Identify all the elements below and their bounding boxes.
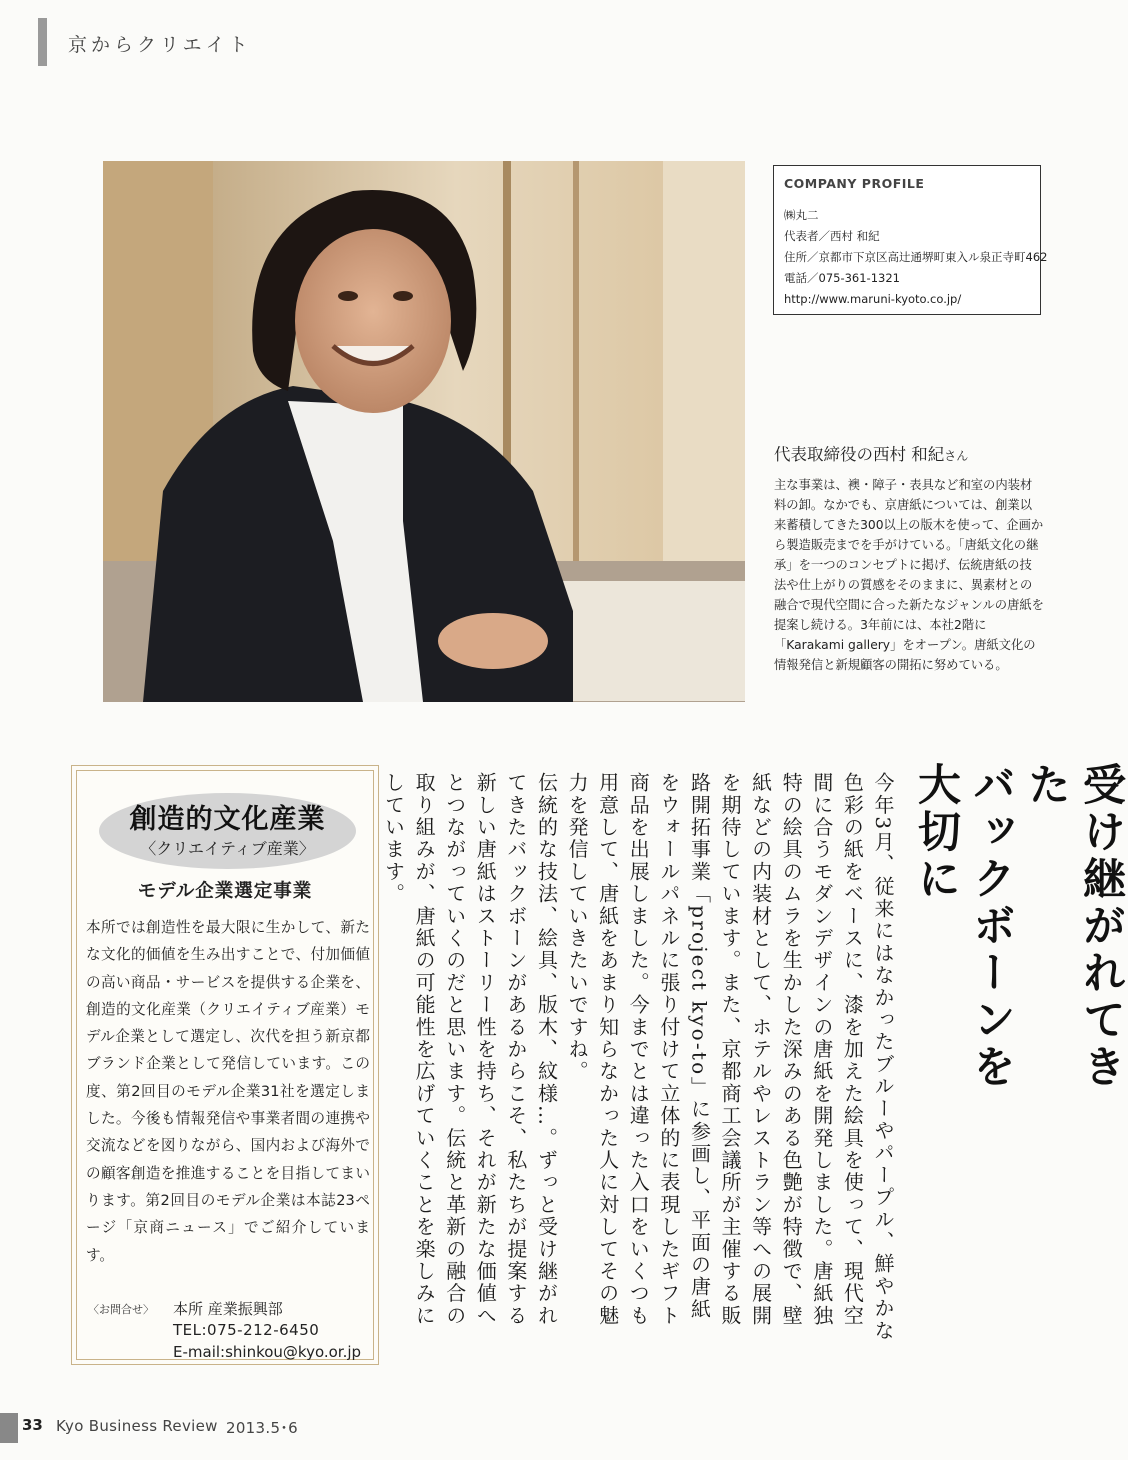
contact-phone: TEL:075-212-6450 <box>173 1321 320 1339</box>
footer-marker-bar <box>0 1413 18 1443</box>
sidebar-heading: モデル企業選定事業 <box>137 881 313 902</box>
profile-phone: 電話／075-361-1321 <box>784 271 900 285</box>
article-paragraph-1: 今年3月、従来にはなかったブルーやパープル、鮮やかな色彩の紙をベースに、漆を加えた絵具を使って、現代空間に合うモダンデザインの唐紙を開発しました。唐紙独特の絵具のムラを生かした深みのある色艶が特徴で、壁紙などの内装材として、ホテルやレストラン等への展開を期待しています。また、京都商工会議所が主催する販路開拓事業「project kyo-to」に参画し、平面の唐紙をウォールパネルに張り付けて立体的に表現したギフト商品を出展しました。今までとは違った入口をいくつも用意して、唐紙をあまり知らなかった人に対してその魅力を発信していきたいですね。 <box>565 772 895 1342</box>
issue-date: 2013.5･6 <box>226 1419 298 1437</box>
profile-address: 住所／京都市下京区高辻通堺町東入ル泉正寺町462 <box>784 250 1048 264</box>
page-number: 33 <box>22 1416 43 1434</box>
caption-name-text: 代表取締役の西村 和紀 <box>774 445 945 464</box>
caption-description: 主な事業は、襖・障子・表具など和室の内装材料の卸。なかでも、京唐紙については、創業以来蓄積してきた300以上の版木を使って、企画から製造販売までを手がけている。「唐紙文化の継承」を一つのコンセプトに掲げ、伝統唐紙の技法や仕上がりの質感をそのままに、異素材との融合で現代空間に合った新たなジャンルの唐紙を提案し続ける。3年前には、本社2階に「Karakami gallery」をオープン。唐紙文化の情報発信と新規顧客の開拓に努めている。 <box>774 478 1044 672</box>
contact-department: 本所 産業振興部 <box>173 1300 283 1318</box>
article-title-line-1: 受け継がれてきた <box>1021 762 1126 1091</box>
contact-label: 〈お問合せ〉 <box>88 1303 154 1316</box>
caption-honorific: さん <box>944 449 969 463</box>
article-title <box>908 762 1128 1132</box>
sidebar-body: 本所では創造性を最大限に生かして、新たな文化的価値を生み出すことで、付加価値の高い商品・サービスを提供する企業を、創造的文化産業（クリエイティブ産業）モデル企業として選定し、次代を担う新京都ブランド企業として発信しています。この度、第2回目のモデル企業31社を選定しました。今後も情報発信や事業者間の連携や交流などを図りながら、国内および海外での顧客創造を推進することを目指してまいります。第2回目のモデル企業は本誌23ページ「京商ニュース」でご紹介しています。 <box>86 919 370 1264</box>
contact-email-link[interactable]: E-mail:shinkou@kyo.or.jp <box>173 1343 362 1361</box>
portrait-photo <box>103 161 745 702</box>
portrait-illustration <box>103 161 745 702</box>
caption-name <box>774 441 968 465</box>
profile-company: ㈱丸二 <box>784 208 819 222</box>
magazine-name: Kyo Business Review <box>56 1417 218 1435</box>
profile-heading: COMPANY PROFILE <box>784 176 925 191</box>
section-marker-bar <box>38 18 47 66</box>
sidebar-title: 創造的文化産業 <box>129 804 326 835</box>
article-body <box>381 772 898 1342</box>
profile-url-link[interactable]: http://www.maruni-kyoto.co.jp/ <box>784 292 962 306</box>
section-title: 京からクリエイト <box>68 34 252 56</box>
article-title-line-2: バックボーンを大切に <box>911 762 1016 1091</box>
profile-representative: 代表者／西村 和紀 <box>784 229 880 243</box>
article-paragraph-2: 伝統的な技法、絵具、版木、紋様…。ずっと受け継がれてきたバックボーンがあるからこそ、私たちが提案する新しい唐紙はストーリー性を持ち、それが新たな価値へとつながっていくのだと思います。伝統と革新の融合の取り組みが、唐紙の可能性を広げていくことを楽しみにしています。 <box>381 772 559 1327</box>
sidebar-subtitle: 〈クリエイティブ産業〉 <box>140 839 315 858</box>
company-profile-box <box>773 165 1048 315</box>
